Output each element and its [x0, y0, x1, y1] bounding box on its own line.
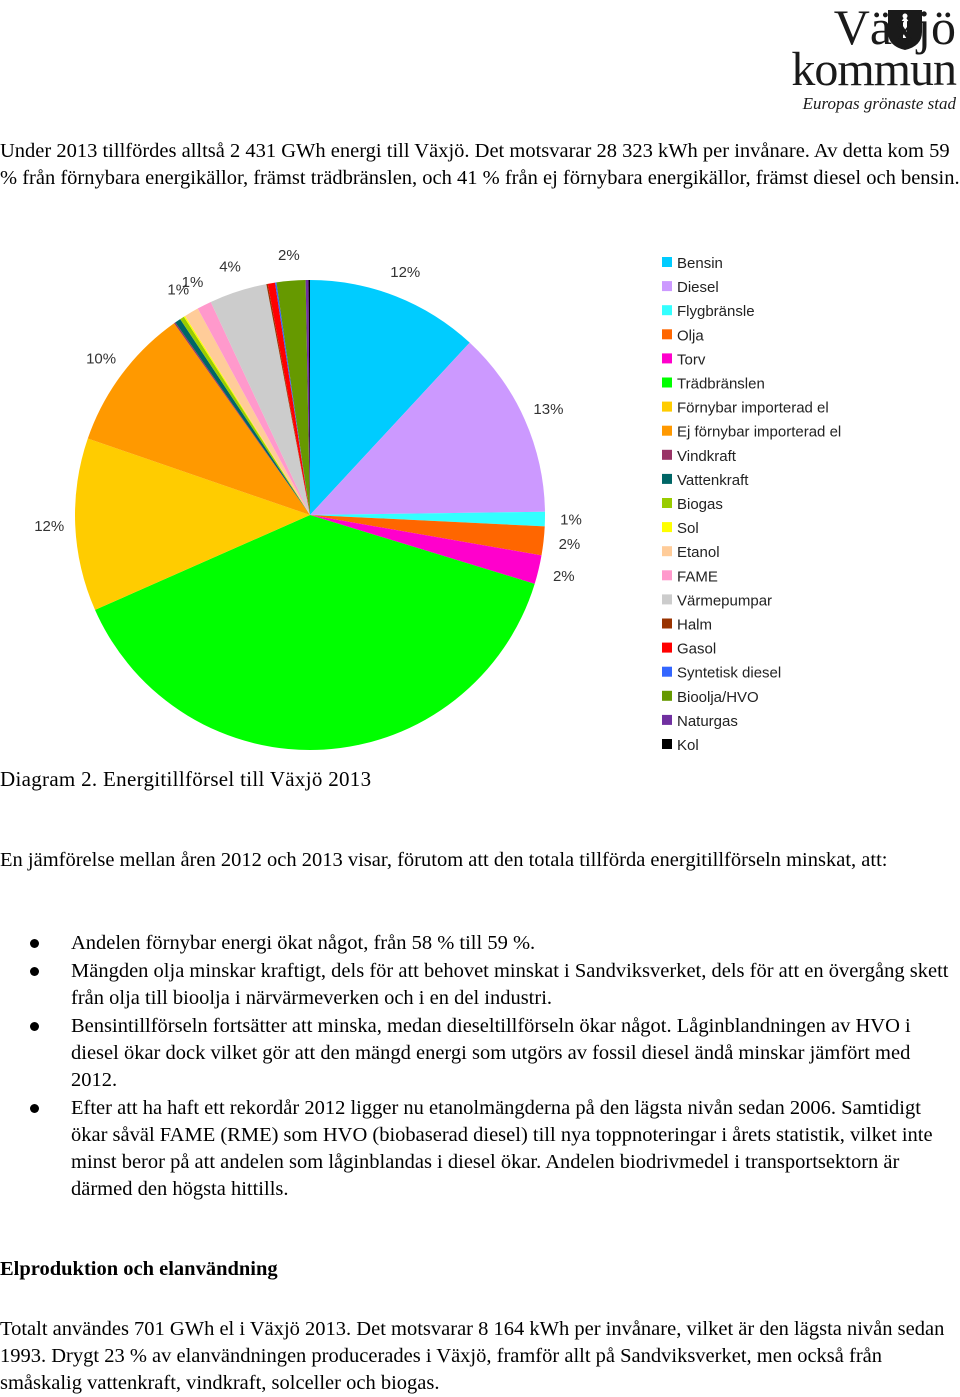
bullet-text: Andelen förnybar energi ökat något, från 58 % till 59 %.	[71, 932, 536, 954]
legend-label-8: Vindkraft	[677, 447, 736, 465]
vaxjo-kommun-logo	[770, 0, 960, 118]
legend-swatch-12	[662, 546, 672, 556]
bullet-item	[0, 958, 960, 1012]
legend-swatch-10	[662, 498, 672, 508]
legend-swatch-1	[662, 281, 672, 291]
bullet-text: Mängden olja minskar kraftigt, dels för att behovet minskat i Sandviksverket, dels för att en övergång skett från olja till bioolja i närvärmeverken och i en del industri.	[71, 960, 949, 1009]
legend-label-17: Syntetisk diesel	[677, 664, 782, 682]
comparison-intro: En jämförelse mellan åren 2012 och 2013 visar, förutom att den totala tillförda energitillförseln minskat, att:	[0, 849, 888, 871]
legend-swatch-11	[662, 522, 672, 532]
legend-swatch-5	[662, 378, 672, 388]
legend-label-20: Kol	[677, 737, 699, 754]
chart-caption: Diagram 2. Energitillförsel till Växjö 2013	[0, 767, 372, 791]
bullet-dot-icon	[30, 1104, 39, 1113]
legend-swatch-0	[662, 257, 672, 267]
legend-swatch-18	[662, 691, 672, 701]
legend-swatch-7	[662, 426, 672, 436]
slice-label-1: 13%	[533, 400, 564, 418]
legend-label-6: Förnybar importerad el	[677, 399, 829, 417]
legend-swatch-16	[662, 643, 672, 653]
legend-label-7: Ej förnybar importerad el	[677, 423, 842, 441]
legend-label-1: Diesel	[677, 279, 719, 297]
energy-supply-pie-chart	[0, 245, 960, 765]
bullet-dot-icon	[30, 939, 39, 948]
logo-tagline: Europas grönaste stad	[802, 94, 956, 113]
legend-swatch-3	[662, 329, 672, 339]
legend-label-14: Värmepumpar	[677, 592, 773, 610]
bullet-text: Bensintillförseln fortsätter att minska, medan dieseltillförseln ökar något. Låginblandningen av HVO i diesel ökar dock vilket gör att den mängd energi som utgörs av fossil diesel ändå minskar jämfört med 2012.	[71, 1015, 911, 1091]
slice-label-18: 2%	[278, 246, 300, 264]
legend-label-15: Halm	[677, 616, 713, 634]
slice-label-14: 4%	[219, 258, 241, 276]
section-heading: Elproduktion och elanvändning	[0, 1258, 278, 1280]
legend-label-13: FAME	[677, 568, 718, 586]
legend-label-10: Biogas	[677, 496, 723, 513]
bullet-dot-icon	[30, 967, 39, 976]
bullet-text: Efter att ha haft ett rekordår 2012 ligger nu etanolmängderna på den lägsta nivån sedan 2006. Samtidigt ökar såväl FAME (RME) som HVO (biobaserad diesel) till nya toppnoteringar i årets statistik, vilket inte minst beror på att andelen som låginblandas i diesel ökar. Andelen biodrivmedel i transportsektorn är därmed den högsta hittills.	[71, 1097, 933, 1200]
logo-text-kommun: kommun	[791, 43, 956, 96]
slice-label-12: 1%	[167, 281, 190, 299]
legend-label-0: Bensin	[677, 255, 723, 272]
bullet-item	[0, 930, 960, 957]
legend-label-12: Etanol	[677, 544, 720, 562]
slice-label-0: 12%	[390, 264, 421, 282]
bullet-item	[0, 1095, 960, 1203]
legend-label-4: Torv	[677, 351, 706, 369]
slice-label-13: 1%	[181, 273, 204, 291]
slice-label-4: 2%	[552, 567, 575, 585]
legend-swatch-9	[662, 474, 672, 484]
legend-label-16: Gasol	[677, 640, 717, 658]
legend-label-9: Vattenkraft	[677, 471, 749, 489]
legend-label-11: Sol	[677, 520, 699, 538]
logo-text-vaxjo: Växjö	[833, 0, 956, 55]
legend-label-2: Flygbränsle	[677, 303, 755, 321]
legend-swatch-15	[662, 619, 672, 629]
intro-paragraph: Under 2013 tillfördes alltså 2 431 GWh energi till Växjö. Det motsvarar 28 323 kWh per invånare. Av detta kom 59 % från förnybara energikällor, främst trädbränslen, och 41 % från ej förnybara energikällor, främst diesel och bensin.	[0, 140, 960, 189]
comparison-bullet-list	[0, 930, 960, 1204]
legend-swatch-13	[662, 570, 672, 580]
slice-label-7: 10%	[86, 350, 117, 368]
legend-label-19: Naturgas	[677, 712, 738, 730]
slice-label-2: 1%	[560, 511, 582, 529]
legend-swatch-17	[662, 667, 672, 677]
legend-swatch-2	[662, 305, 672, 315]
section-paragraph: Totalt användes 701 GWh el i Växjö 2013. Det motsvarar 8 164 kWh per invånare, vilket är den lägsta nivån sedan 1993. Drygt 23 % av elanvändningen producerades i Växjö, framför allt på Sandviksverket, men också från småskalig vattenkraft, vindkraft, solceller och biogas.	[0, 1318, 945, 1394]
legend-swatch-4	[662, 353, 672, 363]
legend-swatch-14	[662, 594, 672, 604]
legend-swatch-20	[662, 739, 672, 749]
legend-label-3: Olja	[677, 327, 704, 345]
legend-label-5: Trädbränslen	[677, 375, 765, 393]
slice-label-3: 2%	[558, 535, 581, 553]
bullet-dot-icon	[30, 1022, 39, 1031]
legend-swatch-6	[662, 402, 672, 412]
legend-swatch-8	[662, 450, 672, 460]
slice-label-6: 12%	[34, 517, 65, 535]
legend-swatch-19	[662, 715, 672, 725]
bullet-item	[0, 1013, 960, 1094]
legend-label-18: Bioolja/HVO	[677, 688, 759, 706]
